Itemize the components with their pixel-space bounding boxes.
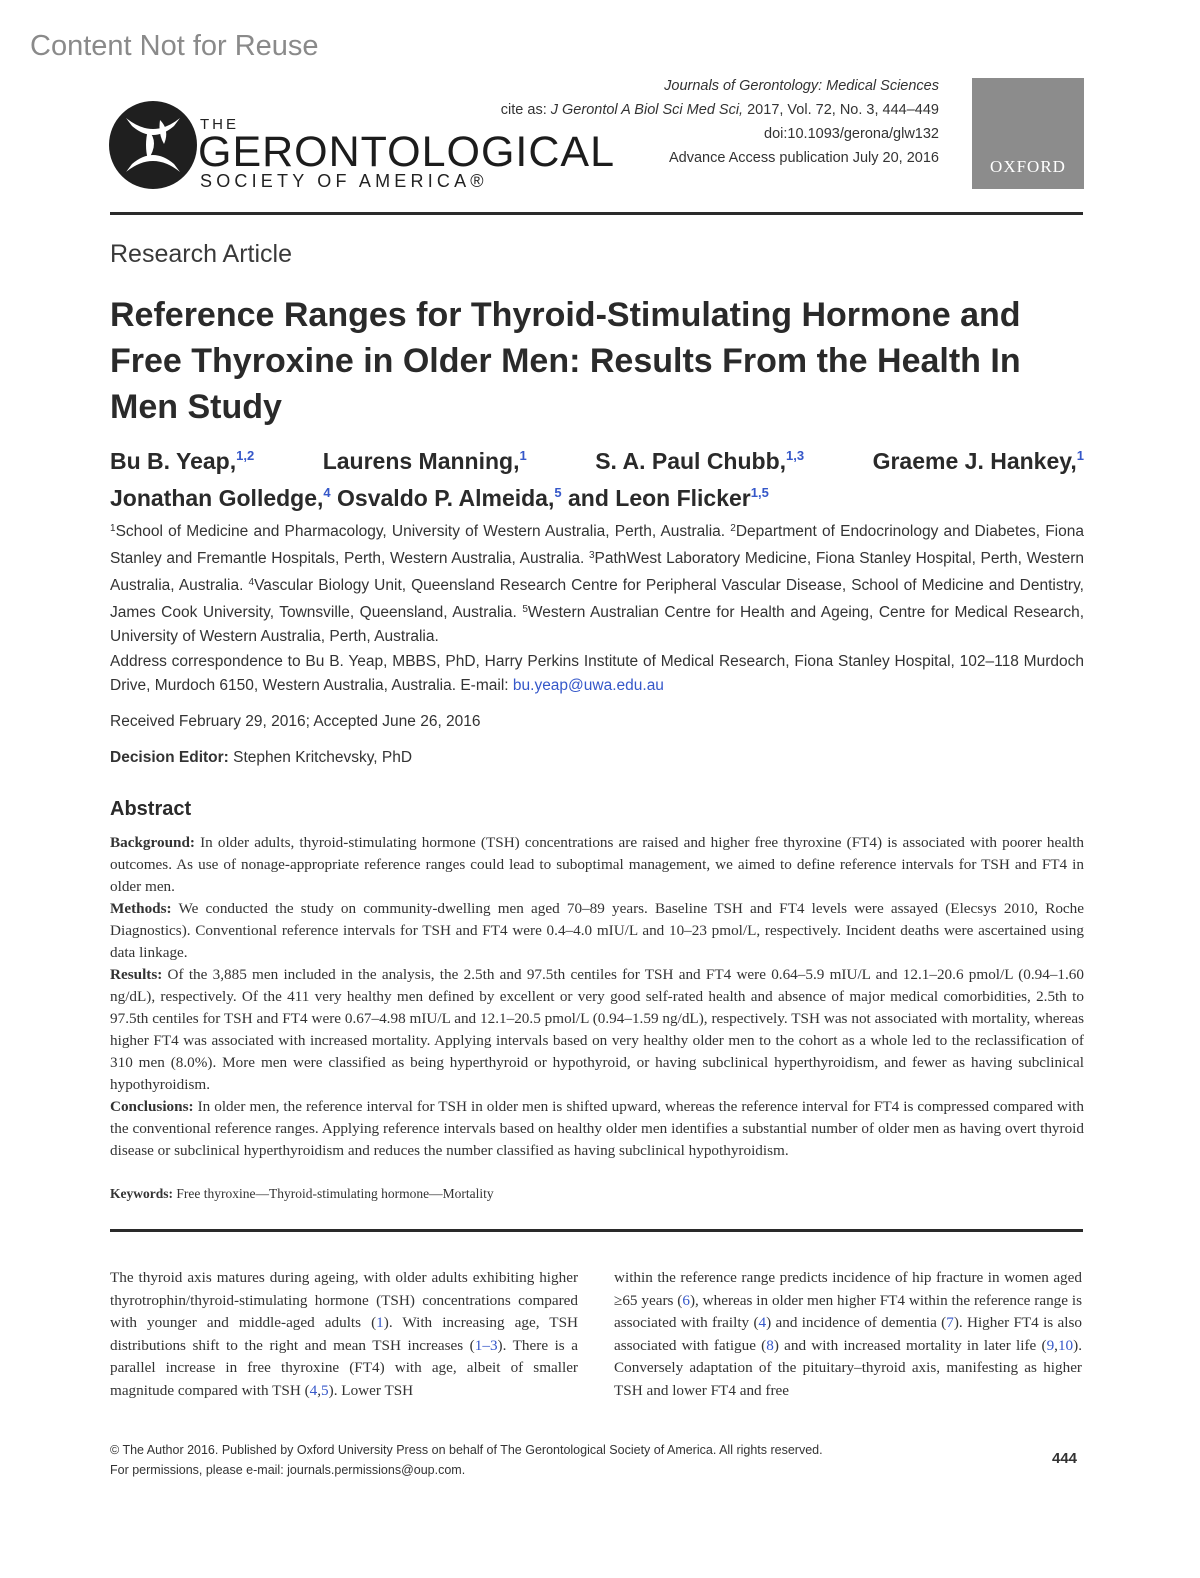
doi[interactable]: doi:10.1093/gerona/glw132 bbox=[764, 126, 939, 142]
journal-name: Journals of Gerontology: Medical Sciences bbox=[664, 78, 939, 94]
copyright-footer bbox=[110, 1440, 823, 1480]
reference-link[interactable]: 9 bbox=[1046, 1336, 1055, 1354]
author-affiliation-link[interactable]: 1,5 bbox=[750, 485, 769, 500]
keywords bbox=[110, 1186, 494, 1202]
author-affiliation-link[interactable]: 1,2 bbox=[236, 448, 255, 463]
affiliation-number: 2 bbox=[730, 523, 736, 534]
author: Graeme J. Hankey,$^1$ bbox=[872, 448, 1084, 474]
editor-label: Decision Editor: bbox=[110, 749, 229, 766]
copyright-text: © The Author 2016. Published by Oxford University Press on behalf of The Gerontological Society of America. All rights reserved. bbox=[110, 1443, 823, 1457]
received-accepted-dates: Received February 29, 2016; Accepted June 26, 2016 bbox=[110, 713, 481, 730]
author-line-2 bbox=[110, 477, 1084, 514]
keywords-label: Keywords: bbox=[110, 1186, 173, 1201]
author: Jonathan Golledge,$^4$ bbox=[110, 485, 331, 511]
correspondence-text: Address correspondence to Bu B. Yeap, MBBS, PhD, Harry Perkins Institute of Medical Research, Fiona Stanley Hospital, 102–118 Murdoch Drive, Murdoch 6150, Western Australia, Australia. E-mail: bbox=[110, 653, 1084, 694]
author-affiliation-link[interactable]: 1,3 bbox=[786, 448, 805, 463]
logo-name: GERONTOLOGICAL bbox=[198, 128, 616, 176]
author-list bbox=[110, 440, 1084, 514]
affiliations bbox=[110, 517, 1084, 649]
affiliation: PathWest Laboratory Medicine, Fiona Stanley Hospital, Perth, Western Australia, Australia. bbox=[110, 550, 1084, 594]
abstract-results: Results: Of the 3,885 men included in the analysis, the 2.5th and 97.5th centiles for TSH and FT4 were 0.64–5.9 mIU/L and 12.1–20.6 pmol/L (0.94–1.60 ng/dL), respectively. Of the 411 very healthy men defined by excellent or very good self-rated health and absence of major medical comorbidities, 2.5th to 97.5th centiles for TSH and FT4 were 0.67–4.98 mIU/L and 12.1–20.5 pmol/L (0.94–1.59 ng/dL), respectively. TSH was not associated with mortality, whereas higher FT4 was associated with increased mortality. Applying intervals based on very healthy older men to the cohort as a whole led to the reclassification of 310 men (8.0%). More men were classified as being hyperthyroid or hypothyroid, or having subclinical hyperthyroidism, and fewer as having subclinical hypothyroidism. bbox=[110, 966, 1084, 1093]
reference-link[interactable]: 1–3 bbox=[474, 1336, 498, 1354]
permissions-text: For permissions, please e-mail: journals.permissions@oup.com. bbox=[110, 1463, 466, 1477]
affiliation-number: 4 bbox=[248, 577, 255, 588]
reference-link[interactable]: 7 bbox=[946, 1314, 954, 1331]
watermark: Content Not for Reuse bbox=[30, 30, 319, 62]
journal-meta bbox=[501, 74, 939, 170]
page-number: 444 bbox=[1052, 1450, 1078, 1467]
reference-link[interactable]: 6 bbox=[682, 1291, 690, 1309]
body-column-right: within the reference range predicts incidence of hip fracture in women aged ≥65 years (6), whereas in older men higher FT4 within the reference range is associated with frailty (4) and incidence of dementia (7). Higher FT4 is also associated with fatigue (8) and with increased mortality in later life (9,10). Conversely adaptation of the pituitary–thyroid axis, manifesting as higher TSH and lower FT4 and free bbox=[614, 1269, 1083, 1399]
article-title: Reference Ranges for Thyroid-Stimulating Hormone and Free Thyroxine in Older Men: Results From the Health In Men Study bbox=[110, 296, 1021, 426]
author: Bu B. Yeap,$^{1,2}$ bbox=[110, 448, 255, 474]
body-column-left: The thyroid axis matures during ageing, with older adults exhibiting higher thyrotrophin/thyroid-stimulating hormone (TSH) concentrations compared with younger and middle-aged adults (1). With increasing age, TSH distributions shift to the right and mean TSH increases (1–3). There is a parallel increase in free thyroxine (FT4) with age, albeit of smaller magnitude compared with TSH (4,5). Lower TSH bbox=[110, 1269, 578, 1399]
reference-link[interactable]: 5 bbox=[321, 1381, 329, 1399]
gsa-emblem-icon bbox=[108, 100, 198, 190]
abstract-conclusions: Conclusions: In older men, the reference interval for TSH in older men is shifted upward, whereas the reference interval for FT4 is compressed compared with the conventional reference ranges. Applying reference intervals based on healthy older men identifies a substantial number of older men as having overt thyroid disease or subclinical hyperthyroidism and reduces the number classified as having subclinical hypothyroidism. bbox=[110, 1098, 1084, 1159]
correspondence bbox=[110, 650, 1084, 698]
reference-link[interactable]: 4 bbox=[309, 1381, 318, 1399]
abstract-rule bbox=[110, 1229, 1083, 1232]
cite-prefix: cite as: bbox=[500, 102, 551, 118]
oxford-logo bbox=[972, 78, 1084, 189]
reference-link[interactable]: 1 bbox=[376, 1314, 384, 1331]
keywords-text: Free thyroxine—Thyroid-stimulating hormone—Mortality bbox=[173, 1186, 494, 1201]
reference-link[interactable]: 10 bbox=[1057, 1336, 1074, 1354]
affiliation: Western Australian Centre for Health and Ageing, Centre for Medical Research, University of Western Australia, Perth, Australia. bbox=[110, 604, 1085, 645]
cite-journal: J Gerontol A Biol Sci Med Sci, bbox=[550, 102, 744, 118]
affiliation-number: 3 bbox=[588, 550, 595, 561]
header-rule bbox=[110, 212, 1083, 215]
author: Laurens Manning,$^1$ bbox=[322, 448, 527, 474]
affiliation: School of Medicine and Pharmacology, University of Western Australia, Perth, Australia. bbox=[115, 523, 731, 540]
abstract-heading: Abstract bbox=[110, 798, 192, 820]
abstract-background: Background: In older adults, thyroid-stimulating hormone (TSH) concentrations are raised and higher free thyroxine (FT4) is associated with poorer health outcomes. As use of nonage-appropriate reference ranges could lead to suboptimal management, we aimed to define reference intervals for TSH and FT4 in older men. bbox=[110, 834, 1084, 895]
author-line-1 bbox=[110, 440, 1084, 477]
article-type: Research Article bbox=[110, 240, 293, 268]
email-link[interactable]: bu.yeap@uwa.edu.au bbox=[512, 677, 664, 694]
affiliation-number: 1 bbox=[110, 523, 116, 534]
author-affiliation-link[interactable]: 4 bbox=[323, 485, 331, 500]
reference-link[interactable]: 8 bbox=[766, 1336, 774, 1354]
reference-link[interactable]: 4 bbox=[758, 1314, 767, 1331]
cite-volume: 2017, Vol. 72, No. 3, 444–449 bbox=[743, 102, 939, 118]
abstract bbox=[110, 832, 1084, 1162]
abstract-methods: Methods: We conducted the study on community-dwelling men aged 70–89 years. Baseline TSH and FT4 levels were assayed (Elecsys 2010, Roche Diagnostics). Conventional reference intervals for TSH and FT4 were 0.4–4.0 mIU/L and 10–23 pmol/L, respectively. Incident deaths were ascertained using data linkage. bbox=[110, 900, 1084, 961]
logo-the: THE bbox=[200, 116, 239, 133]
logo-society: SOCIETY OF AMERICA® bbox=[200, 171, 488, 191]
author-affiliation-link[interactable]: 5 bbox=[554, 485, 562, 500]
author: S. A. Paul Chubb,$^{1,3}$ bbox=[595, 448, 805, 474]
author-affiliation-link[interactable]: 1 bbox=[519, 448, 527, 463]
advance-access: Advance Access publication July 20, 2016 bbox=[668, 150, 939, 166]
author-affiliation-link[interactable]: 1 bbox=[1076, 448, 1084, 463]
decision-editor bbox=[110, 746, 1084, 770]
affiliation: Department of Endocrinology and Diabetes, Fiona Stanley and Fremantle Hospitals, Perth, Western Australia, Australia. bbox=[110, 523, 1084, 567]
author: Osvaldo P. Almeida,$^5$ bbox=[337, 485, 562, 511]
affiliation-number: 5 bbox=[522, 604, 528, 615]
oxford-label: OXFORD bbox=[990, 157, 1066, 176]
affiliation: Vascular Biology Unit, Queensland Research Centre for Peripheral Vascular Disease, School of Medicine and Dentistry, James Cook University, Townsville, Queensland, Australia. bbox=[110, 577, 1084, 621]
author: and Leon Flicker$^{1,5}$ bbox=[567, 485, 769, 511]
citation bbox=[501, 98, 939, 122]
editor-name: Stephen Kritchevsky, PhD bbox=[228, 749, 413, 766]
